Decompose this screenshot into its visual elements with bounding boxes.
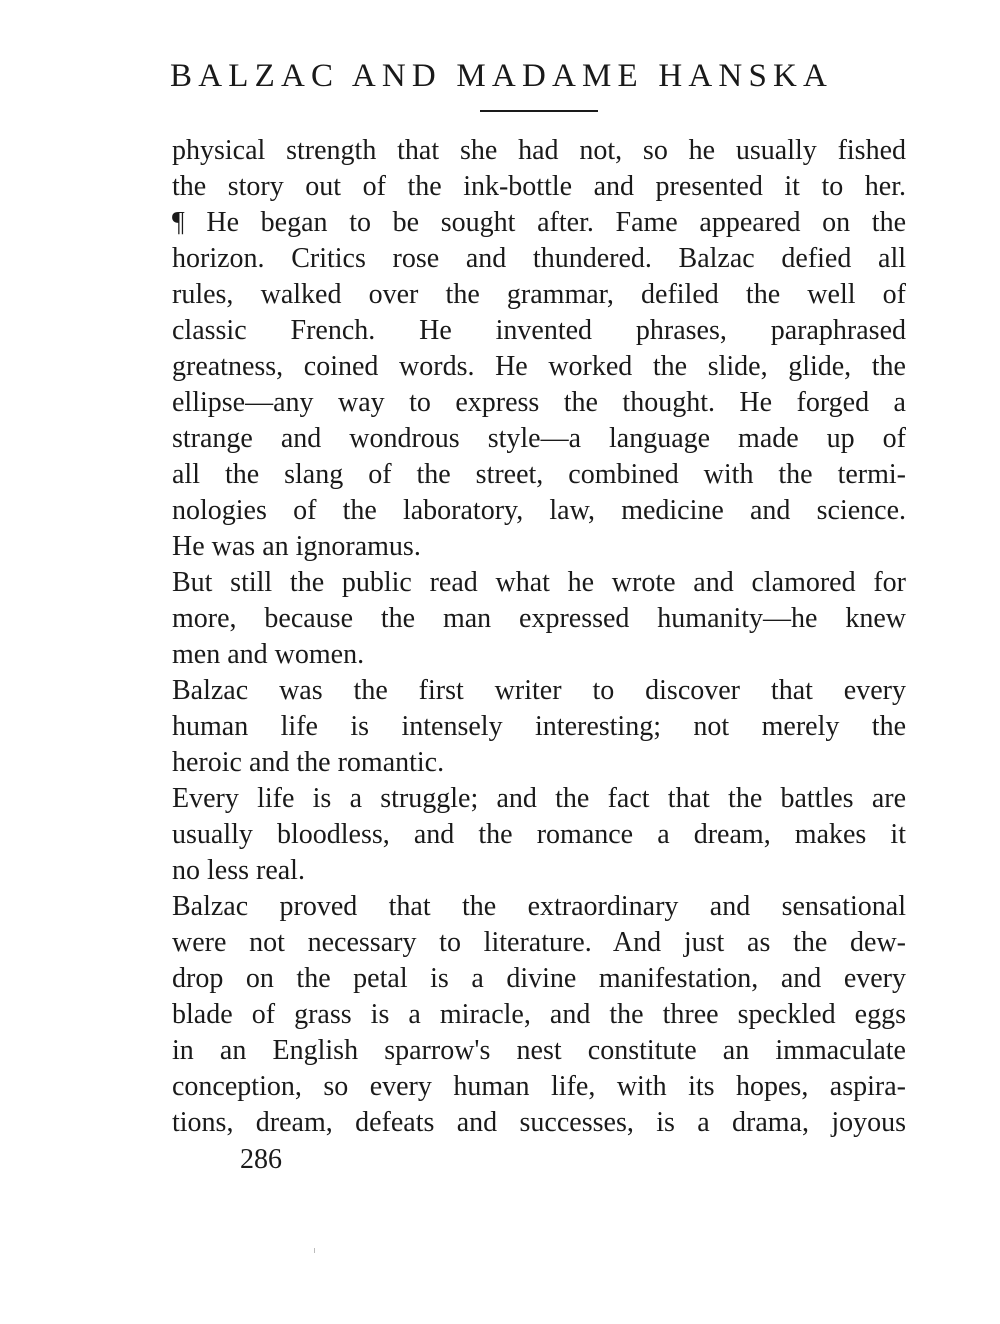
text-line: more, because the man expressed humanity—he knew (172, 603, 906, 634)
text-line: Balzac proved that the extraordinary and sensational (172, 891, 906, 922)
text-line: the story out of the ink-bottle and presented it to her. (172, 171, 906, 202)
text-line: drop on the petal is a divine manifestation, and every (172, 963, 906, 994)
text-line: usually bloodless, and the romance a dream, makes it (172, 819, 906, 850)
text-line: rules, walked over the grammar, defiled the well of (172, 279, 906, 310)
text-line: human life is intensely interesting; not merely the (172, 711, 906, 742)
page-number: 286 (240, 1144, 282, 1175)
text-line: all the slang of the street, combined with the termi- (172, 459, 906, 490)
text-line: horizon. Critics rose and thundered. Balzac defied all (172, 243, 906, 274)
text-line: He was an ignoramus. (172, 531, 421, 562)
text-line: ¶ He began to be sought after. Fame appeared on the (172, 207, 906, 238)
text-line: greatness, coined words. He worked the slide, glide, the (172, 351, 906, 382)
text-line: blade of grass is a miracle, and the three speckled eggs (172, 999, 906, 1030)
text-line: classic French. He invented phrases, paraphrased (172, 315, 906, 346)
running-head: BALZAC AND MADAME HANSKA (170, 58, 834, 94)
text-line: tions, dream, defeats and successes, is a drama, joyous (172, 1107, 906, 1138)
text-line: nologies of the laboratory, law, medicine and science. (172, 495, 906, 526)
text-line: But still the public read what he wrote and clamored for (172, 567, 906, 598)
text-line: Balzac was the first writer to discover that every (172, 675, 906, 706)
text-line: conception, so every human life, with its hopes, aspira- (172, 1071, 906, 1102)
text-line: ellipse—any way to express the thought. He forged a (172, 387, 906, 418)
text-line: men and women. (172, 639, 365, 670)
text-line: were not necessary to literature. And just as the dew- (172, 927, 906, 958)
text-line: in an English sparrow's nest constitute an immaculate (172, 1035, 906, 1066)
paper-speck (314, 1248, 315, 1253)
text-line: strange and wondrous style—a language made up of (172, 423, 906, 454)
text-line: Every life is a struggle; and the fact that the battles are (172, 783, 906, 814)
text-line: no less real. (172, 855, 305, 886)
header-rule (480, 110, 598, 112)
text-line: heroic and the romantic. (172, 747, 445, 778)
text-line: physical strength that she had not, so he usually fished (172, 135, 906, 166)
